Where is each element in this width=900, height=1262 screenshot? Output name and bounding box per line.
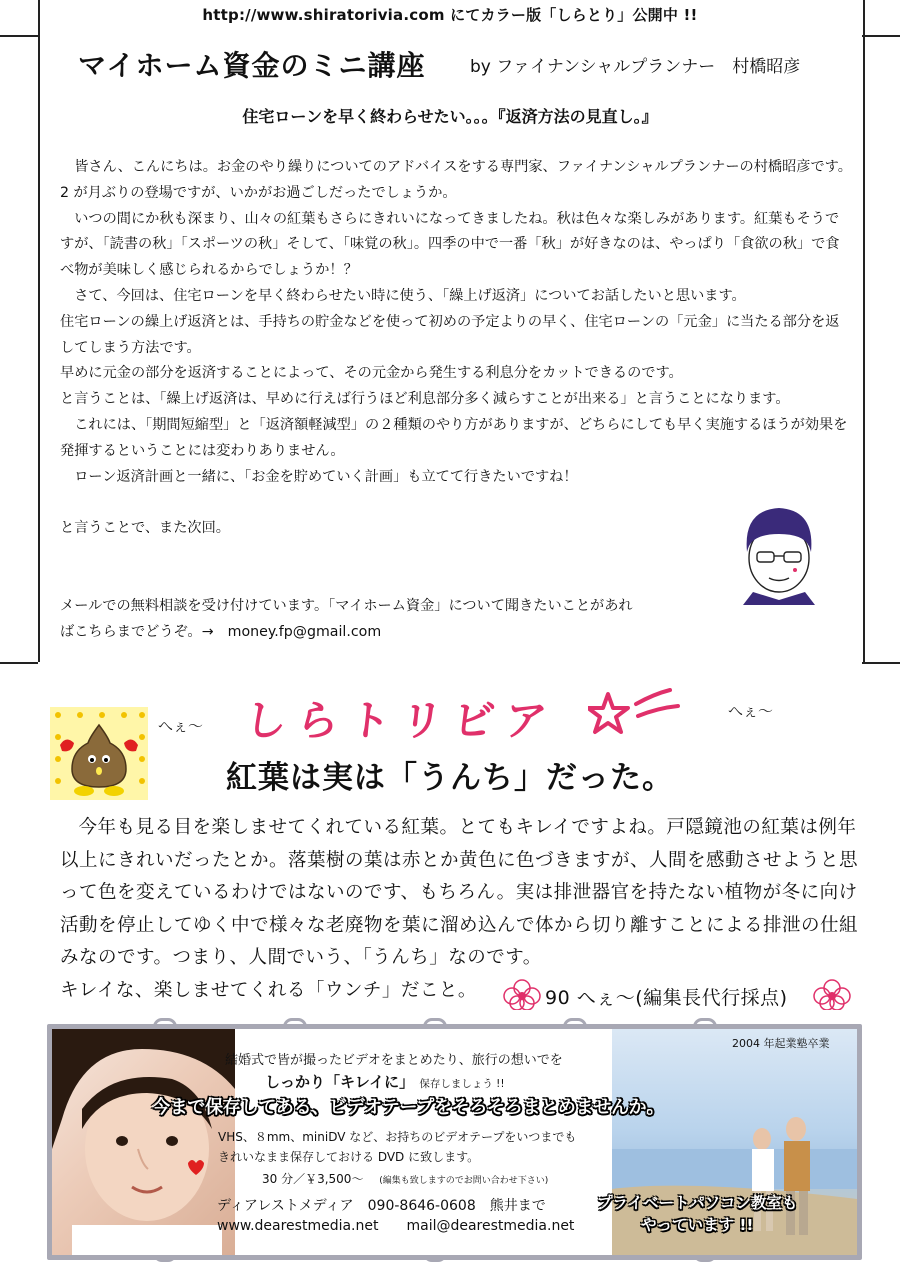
column-closing: と言うことで、また次回。 (60, 520, 230, 537)
ad-pc-line: プライベートパソコン教室も (597, 1194, 798, 1212)
flower-icon (810, 978, 854, 1010)
ad-description (218, 1127, 576, 1167)
hee-scribble-left: へぇ〜 (158, 717, 204, 735)
ad-banner-headline: 今まで保存してある、ビデオテープをそろそろまとめませんか。 (152, 1097, 665, 1118)
ad-description-line: きれいなまま保存しておける DVD に致します。 (218, 1150, 480, 1164)
column-paragraph: さて、今回は、住宅ローンを早く終わらせたい時に使う、「繰上げ返済」についてお話したいと思います。 (74, 287, 746, 304)
frame-tick (0, 35, 38, 37)
column-paragraph: 住宅ローンの繰上げ返済とは、手持ちの貯金などを使って初めの予定よりの早く、住宅ローンの「元金」に当たる部分を返してしまう方法です。 (60, 313, 840, 356)
column-title: マイホーム資金のミニ講座 (78, 49, 426, 82)
contact-line: メールでの無料相談を受け付けています。「マイホーム資金」について聞きたいことがあれ (60, 598, 633, 614)
trivia-paragraph: キレイな、楽しませてくれる「ウンチ」だこと。 (60, 979, 477, 1001)
ad-contact (217, 1196, 574, 1236)
ad-web-mail[interactable]: www.dearestmedia.net mail@dearestmedia.net (217, 1218, 575, 1234)
ad-girl-photo (52, 1029, 235, 1255)
ad-price-note: (編集も致しますのでお問い合わせ下さい) (379, 1176, 549, 1186)
column-paragraph: 皆さん、こんにちは。お金のやり繰りについてのアドバイスをする専門家、ファイナンシャルプランナーの村橋昭彦です。2 が月ぶりの登場ですが、いかがお過ごしだったでしょうか。 (60, 159, 852, 201)
flower-icon (500, 978, 544, 1010)
ad-since-label: 2004 年起業塾卒業 (732, 1037, 830, 1050)
hee-scribble-right: へぇ〜 (728, 702, 774, 720)
video-ad (47, 1024, 862, 1260)
trivia-heading: しらトリビア (242, 696, 560, 745)
column-subtitle: 住宅ローンを早く終わらせたい。。。『返済方法の見直し。』 (242, 107, 658, 126)
ad-price (262, 1170, 548, 1187)
contact-email-line[interactable]: ばこちらまでどうぞ。→ money.fp@gmail.com (60, 623, 382, 640)
ad-price-value: 30 分／￥3,500〜 (262, 1172, 364, 1186)
trivia-body (60, 812, 860, 1007)
column-paragraph: と言うことは、「繰上げ返済は、早めに行えば行うほど利息部分多く減らすことが出来る」と言うことになります。 (60, 391, 790, 408)
trivia-paragraph: 今年も見る目を楽しませてくれている紅葉。とてもキレイですよね。戸隠鏡池の紅葉は例年以上にきれいだったとか。落葉樹の葉は赤とか黄色に色づきますが、人間を感動させようと思って色を変えているわけではないのです、もちろん。実は排泄器官を持たない植物が冬に向け活動を停止してゆく中で様々な老廃物を葉に溜め込んで体から切り離すことによる排泄の仕組みなのです。つまり、人間でいう、「うんち」なのです。 (60, 817, 859, 968)
column-paragraph: いつの間にか秋も深まり、山々の紅葉もさらにきれいになってきましたね。秋は色々な楽しみがあります。紅葉もそうですが、「読書の秋」「スポーツの秋」そして、「味覚の秋」。四季の中で一番「秋」が好きなのは、やっぱり「食欲の秋」で食べ物が美味しく感じられるからでしょうか！？ (60, 210, 840, 279)
ad-pc-class (597, 1192, 797, 1236)
ad-pc-line: やっています !! (640, 1216, 754, 1234)
ad-company-phone: ディアレストメディア 090-8646-0608 熊井まで (217, 1198, 546, 1214)
column-paragraph: 早めに元金の部分を返済することによって、その元金から発生する利息分をカットできるのです。 (60, 365, 683, 382)
column-contact (60, 594, 740, 646)
frame-tick (862, 35, 900, 37)
site-url-notice: http://www.shiratorivia.com にてカラー版「しらとり」公開中 !! (202, 6, 698, 24)
ad-emphasis-line (265, 1071, 505, 1092)
ad-description-line: VHS、８mm、miniDV など、お持ちのビデオテープをいつまでも (218, 1130, 577, 1144)
column-byline: by ファイナンシャルプランナー 村橋昭彦 (470, 57, 801, 77)
frame-tick (862, 662, 900, 664)
column-paragraph: これには、「期間短縮型」と「返済額軽減型」の２種類のやり方がありますが、どちらにしても早く実施するほうが効果を発揮するということには変わりありません。 (60, 416, 848, 459)
ad-emphasis-small: 保存しましょう !! (419, 1078, 505, 1090)
ad-intro-line: 結婚式で皆が撮ったビデオをまとめたり、旅行の想いでを (225, 1053, 563, 1068)
trivia-score: 90 へぇ〜(編集長代行採点) (545, 987, 788, 1009)
frame-tick (0, 662, 38, 664)
author-portrait (733, 500, 825, 605)
column-paragraph: ローン返済計画と一緒に、「お金を貯めていく計画」も立てて行きたいですね！ (74, 468, 578, 485)
column-body (60, 155, 852, 542)
ad-emphasis-main: しっかり「キレイに」 (265, 1073, 415, 1091)
trivia-title: 紅葉は実は「うんち」だった。 (226, 760, 674, 796)
star-icon (588, 686, 684, 742)
